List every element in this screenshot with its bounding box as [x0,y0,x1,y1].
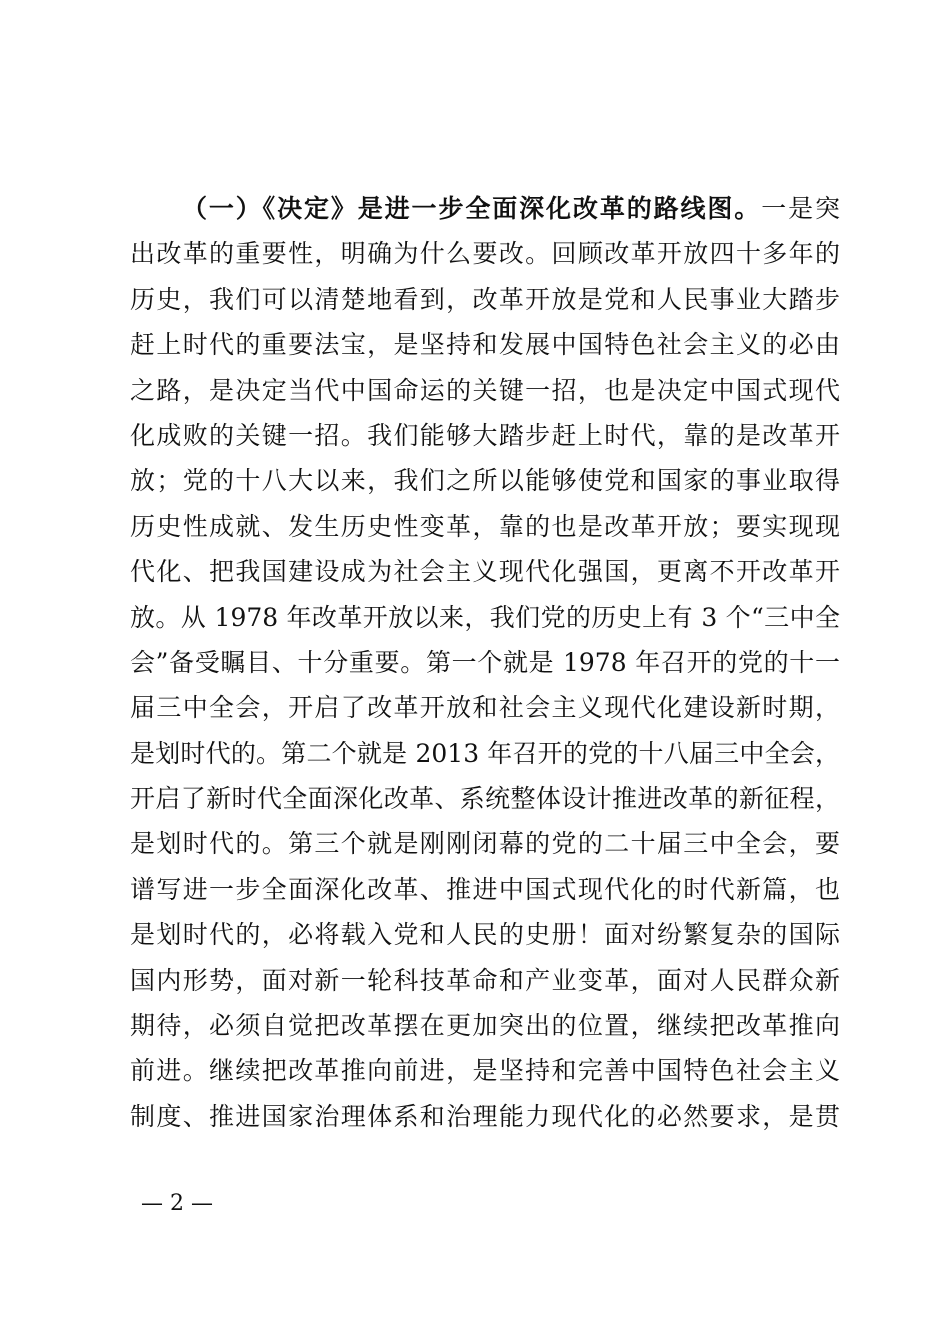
paragraph-line-16: 谱写进一步全面深化改革、推进中国式现代化的时代新篇，也 [130,874,840,904]
paragraph-line-8: 历史性成就、发生历史性变革，靠的也是改革开放；要实现现 [130,511,840,541]
paragraph-line-18: 国内形势，面对新一轮科技革命和产业变革，面对人民群众新 [130,965,840,995]
paragraph-line-1 [130,186,840,231]
page-number: — 2 — [141,1191,213,1216]
paragraph-line-6: 化成败的关键一招。我们能够大踏步赶上时代，靠的是改革开 [130,420,840,450]
paragraph-line-11: 会”备受瞩目、十分重要。第一个就是 1978 年召开的党的十一 [130,647,840,677]
paragraph-line-21: 制度、推进国家治理体系和治理能力现代化的必然要求，是贯 [130,1101,840,1131]
paragraph-line-4: 赶上时代的重要法宝，是坚持和发展中国特色社会主义的必由 [130,330,840,360]
paragraph-line-13: 是划时代的。第二个就是 2013 年召开的党的十八届三中全会， [130,738,840,768]
paragraph-line-7: 放；党的十八大以来，我们之所以能够使党和国家的事业取得 [130,466,840,496]
paragraph-line-12: 届三中全会，开启了改革开放和社会主义现代化建设新时期， [130,693,840,723]
paragraph-line-15: 是划时代的。第三个就是刚刚闭幕的党的二十届三中全会，要 [130,829,840,859]
paragraph-line-3: 历史，我们可以清楚地看到，改革开放是党和人民事业大踏步 [130,284,840,314]
paragraph-line-14: 开启了新时代全面深化改革、系统整体设计推进改革的新征程， [130,784,840,814]
paragraph-line-1-text: 一是突 [761,194,840,223]
paragraph-line-17: 是划时代的，必将载入党和人民的史册！面对纷繁复杂的国际 [130,920,840,950]
body-paragraph [130,186,840,1139]
section-heading: （一）《决定》是进一步全面深化改革的路线图。 [182,194,762,223]
paragraph-line-19: 期待，必须自觉把改革摆在更加突出的位置，继续把改革推向 [130,1011,840,1041]
paragraph-line-9: 代化、把我国建设成为社会主义现代化强国，更离不开改革开 [130,557,840,587]
paragraph-line-20: 前进。继续把改革推向前进，是坚持和完善中国特色社会主义 [130,1056,840,1086]
paragraph-line-10: 放。从 1978 年改革开放以来，我们党的历史上有 3 个“三中全 [130,602,840,632]
paragraph-line-5: 之路，是决定当代中国命运的关键一招，也是决定中国式现代 [130,375,840,405]
paragraph-line-2: 出改革的重要性，明确为什么要改。回顾改革开放四十多年的 [130,239,840,269]
